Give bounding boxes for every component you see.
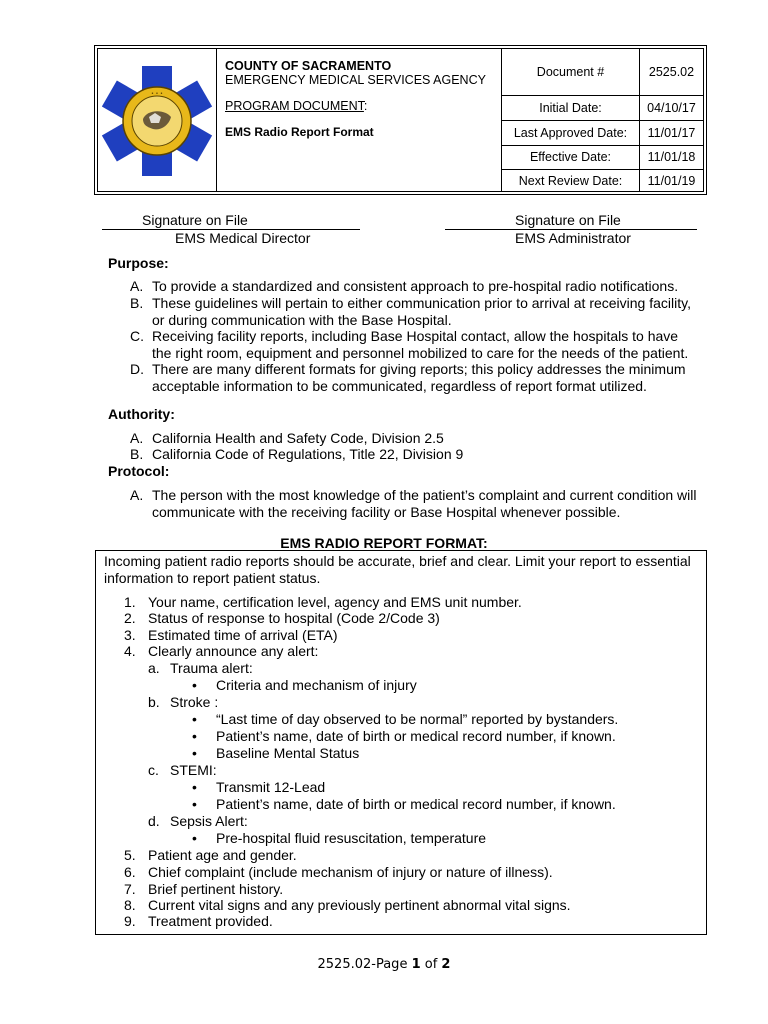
format-title: EMS RADIO REPORT FORMAT: (280, 535, 488, 551)
bullet-item: • Transmit 12-Lead (192, 779, 326, 795)
sub-list-item: c. STEMI: (148, 762, 217, 778)
format-box (95, 550, 707, 935)
svg-text:• • •: • • • (150, 91, 164, 97)
signature-administrator (445, 212, 697, 246)
org-name: COUNTY OF SACRAMENTO (225, 59, 392, 73)
bullet-item: • “Last time of day observed to be normal” reported by bystanders. (192, 711, 619, 727)
page-footer: 2525.02-Page 1 of 2 (317, 957, 451, 972)
purpose-item: A. To provide a standardized and consistent approach to pre-hospital radio notifications. (130, 278, 679, 294)
sub-list-item: a. Trauma alert: (148, 660, 253, 676)
signature-line: Signature on File (445, 212, 697, 230)
list-item: 8. Current vital signs and any previously pertinent abnormal vital signs. (124, 897, 571, 913)
sub-list-item: b. Stroke : (148, 694, 219, 710)
list-item: 3. Estimated time of arrival (ETA) (124, 627, 338, 643)
purpose-item: C. Receiving facility reports, including Base Hospital contact, allow the hospitals to have the right room, equipment and personnel mobilized to care for the needs of the patient. (130, 328, 689, 361)
signature-line: Signature on File (102, 212, 360, 230)
list-item: 4. Clearly announce any alert: (124, 643, 319, 659)
purpose-heading: Purpose: (108, 255, 169, 271)
format-intro: Incoming patient radio reports should be accurate, brief and clear. Limit your report to essential information to report patient status. (104, 553, 691, 586)
list-item: 2. Status of response to hospital (Code 2/Code 3) (124, 610, 440, 626)
bullet-item: • Pre-hospital fluid resuscitation, temperature (192, 830, 487, 846)
list-item: 1. Your name, certification level, agency and EMS unit number. (124, 594, 522, 610)
sub-list-item: d. Sepsis Alert: (148, 813, 248, 829)
meta-row-initial-date: Initial Date: 04/10/17 (502, 96, 703, 121)
agency-name: EMERGENCY MEDICAL SERVICES AGENCY (225, 73, 486, 87)
bullet-item: • Patient’s name, date of birth or medical record number, if known. (192, 728, 616, 744)
bullet-item: • Patient’s name, date of birth or medical record number, if known. (192, 796, 616, 812)
list-item: 6. Chief complaint (include mechanism of injury or nature of illness). (124, 864, 553, 880)
protocol-item: A. The person with the most knowledge of the patient’s complaint and current condition will communicate with the receiving facility or Base Hospital whenever possible. (130, 487, 697, 520)
title-cell (217, 49, 502, 191)
document-title: EMS Radio Report Format (225, 125, 374, 139)
star-of-life-logo (99, 51, 215, 191)
purpose-item: D. There are many different formats for giving reports; this policy addresses the minimum acceptable information to be communicated, regardless of report format utilized. (130, 361, 686, 394)
list-item: 5. Patient age and gender. (124, 847, 297, 863)
signature-role: EMS Medical Director (175, 230, 311, 246)
bullet-item: • Criteria and mechanism of injury (192, 677, 417, 693)
authority-item: B. California Code of Regulations, Title 22, Division 9 (130, 446, 464, 462)
program-document-label: PROGRAM DOCUMENT: (225, 99, 368, 113)
document-meta-table (502, 49, 703, 191)
authority-item: A. California Health and Safety Code, Division 2.5 (130, 430, 444, 446)
ems-logo-cell (98, 49, 217, 191)
meta-row-last-approved: Last Approved Date: 11/01/17 (502, 121, 703, 146)
protocol-heading: Protocol: (108, 463, 170, 479)
authority-heading: Authority: (108, 406, 175, 422)
signature-medical-director (102, 212, 360, 246)
document-header (94, 45, 707, 195)
purpose-item: B. These guidelines will pertain to either communication prior to arrival at receiving facility, or during communication with the Base Hospital. (130, 295, 691, 328)
list-item: 7. Brief pertinent history. (124, 881, 284, 897)
list-item: 9. Treatment provided. (124, 913, 273, 929)
meta-row-next-review: Next Review Date: 11/01/19 (502, 170, 703, 191)
meta-row-effective-date: Effective Date: 11/01/18 (502, 146, 703, 171)
meta-row-document-number: Document # 2525.02 (502, 49, 703, 96)
bullet-item: • Baseline Mental Status (192, 745, 360, 761)
signature-role: EMS Administrator (515, 230, 631, 246)
